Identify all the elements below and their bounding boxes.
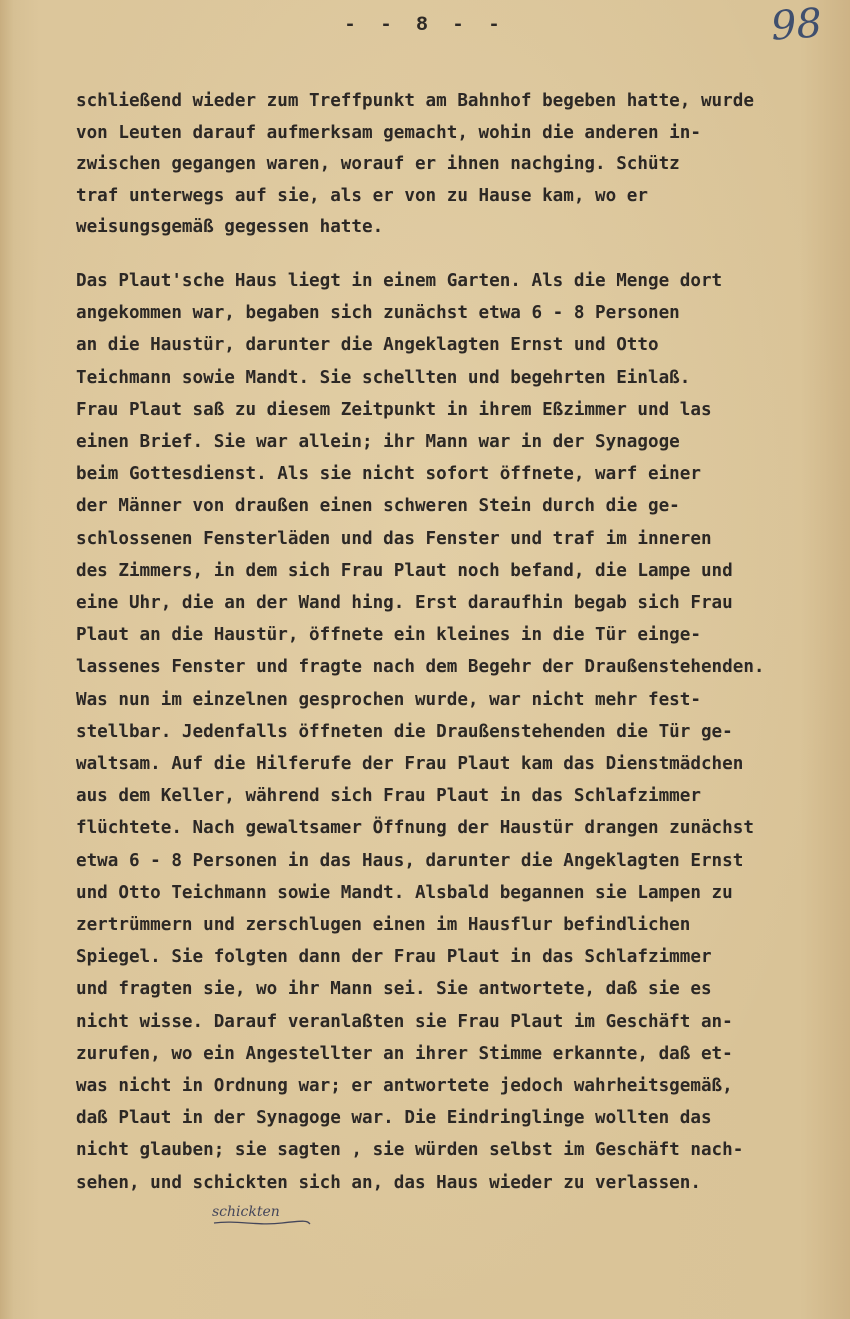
text-line: waltsam. Auf die Hilferufe der Frau Plaut kam das Dienstmädchen xyxy=(76,754,744,775)
text-line: und fragten sie, wo ihr Mann sei. Sie antwortete, daß sie es xyxy=(76,979,712,1000)
text-line: nicht glauben; sie sagten , sie würden selbst im Geschäft nach- xyxy=(76,1140,744,1161)
text-line: schließend wieder zum Treffpunkt am Bahnhof begeben hatte, wurde xyxy=(76,91,754,111)
text-line: flüchtete. Nach gewaltsamer Öffnung der Haustür drangen zunächst xyxy=(76,818,754,839)
paragraph-1 xyxy=(76,86,846,244)
text-line: angekommen war, begaben sich zunächst etwa 6 - 8 Personen xyxy=(76,303,680,324)
page-number: - - 8 - - xyxy=(343,14,507,37)
text-line: aus dem Keller, während sich Frau Plaut in das Schlafzimmer xyxy=(76,786,701,807)
text-line: was nicht in Ordnung war; er antwortete jedoch wahrheitsgemäß, xyxy=(76,1076,733,1097)
text-line: Plaut an die Haustür, öffnete ein kleines in die Tür einge- xyxy=(76,625,701,646)
text-line: schlossenen Fensterläden und das Fenster und traf im inneren xyxy=(76,528,712,549)
text-line: Teichmann sowie Mandt. Sie schellten und begehrten Einlaß. xyxy=(76,367,691,388)
handwritten-underline-stroke xyxy=(212,1220,312,1226)
text-line: etwa 6 - 8 Personen in das Haus, darunter die Angeklagten Ernst xyxy=(76,850,744,871)
text-line: zwischen gegangen waren, worauf er ihnen nachging. Schütz xyxy=(76,154,680,174)
text-line: einen Brief. Sie war allein; ihr Mann war in der Synagoge xyxy=(76,432,680,453)
text-line: Spiegel. Sie folgten dann der Frau Plaut in das Schlafzimmer xyxy=(76,947,712,968)
text-line: eine Uhr, die an der Wand hing. Erst daraufhin begab sich Frau xyxy=(76,593,733,614)
text-line: nicht wisse. Darauf veranlaßten sie Frau Plaut im Geschäft an- xyxy=(76,1011,733,1032)
handwritten-correction: schickten xyxy=(212,1204,280,1220)
handwritten-folio-number: 98 xyxy=(769,0,824,50)
text-line: des Zimmers, in dem sich Frau Plaut noch befand, die Lampe und xyxy=(76,560,733,581)
text-line: der Männer von draußen einen schweren Stein durch die ge- xyxy=(76,496,680,517)
text-line: und Otto Teichmann sowie Mandt. Alsbald begannen sie Lampen zu xyxy=(76,882,733,903)
text-line: Was nun im einzelnen gesprochen wurde, war nicht mehr fest- xyxy=(76,689,701,710)
text-line: weisungsgemäß gegessen hatte. xyxy=(76,217,384,237)
text-line: an die Haustür, darunter die Angeklagten Ernst und Otto xyxy=(76,335,659,356)
text-line: zertrümmern und zerschlugen einen im Hausflur befindlichen xyxy=(76,915,691,936)
paragraph-2 xyxy=(76,265,846,1199)
text-line: sehen, und schickten sich an, das Haus wieder zu verlassen. xyxy=(76,1172,701,1193)
text-line: zurufen, wo ein Angestellter an ihrer Stimme erkannte, daß et- xyxy=(76,1043,733,1064)
text-line: lassenes Fenster und fragte nach dem Begehr der Draußenstehenden. xyxy=(76,657,765,678)
text-line: von Leuten darauf aufmerksam gemacht, wohin die anderen in- xyxy=(76,122,701,143)
text-line: daß Plaut in der Synagoge war. Die Eindringlinge wollten das xyxy=(76,1108,712,1129)
text-line: stellbar. Jedenfalls öffneten die Draußenstehenden die Tür ge- xyxy=(76,721,733,742)
text-line: Frau Plaut saß zu diesem Zeitpunkt in ihrem Eßzimmer und las xyxy=(76,399,712,420)
text-line: traf unterwegs auf sie, als er von zu Hause kam, wo er xyxy=(76,185,648,206)
text-line: Das Plaut'sche Haus liegt in einem Garten. Als die Menge dort xyxy=(76,271,723,291)
text-line: beim Gottesdienst. Als sie nicht sofort öffnete, warf einer xyxy=(76,464,701,485)
